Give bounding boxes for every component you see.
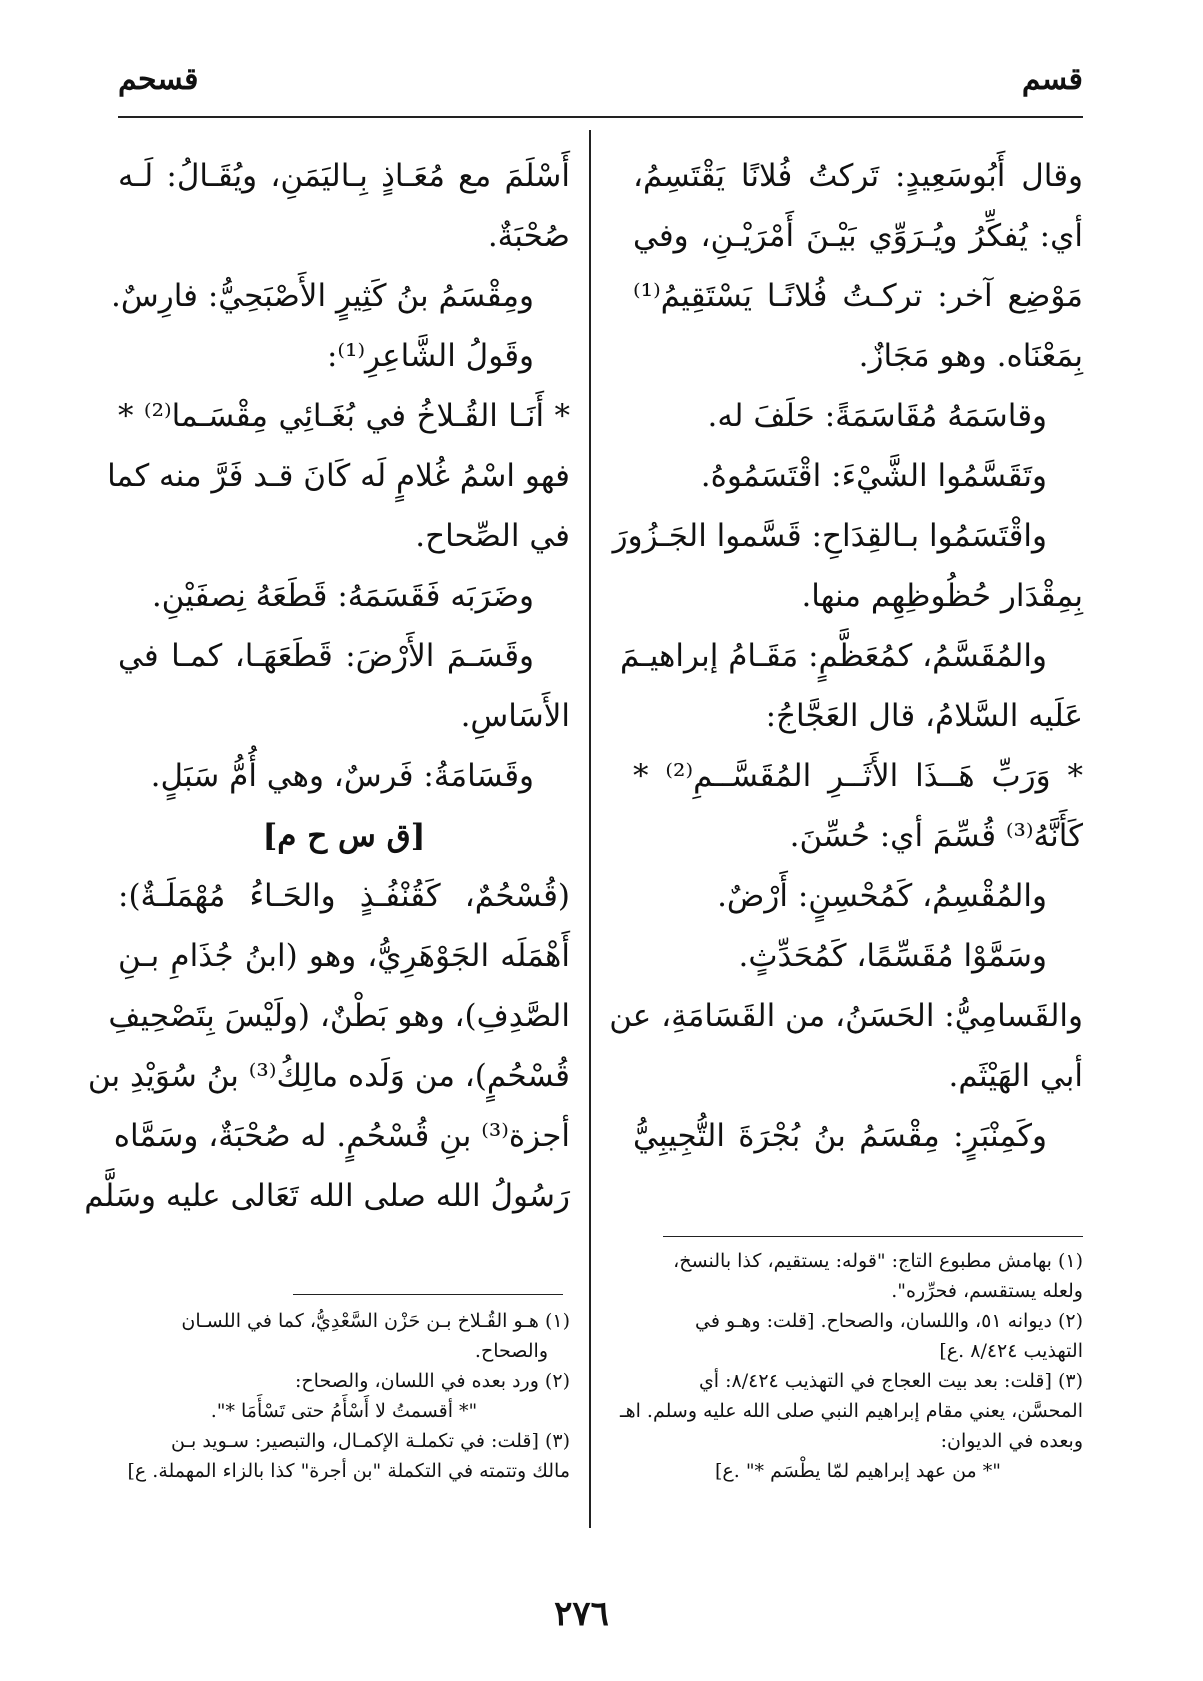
verse-line: * أَنَـا القُـلاخُ في بُغَـائِي مِقْسَـما⁽²⁾ * [118,398,571,434]
footnote-line: (٣) [قلت: بعد بيت العجاج في التهذيب ٨/٤٢٤: أي [698,1370,1083,1392]
text-line: بِمِقْدَار حُظُوظِهِم منها. [801,578,1083,614]
text-line: وقال أَبُوسَعِيدٍ: تَركتُ فُلانًا يَقْتَسِمُ، [633,158,1083,194]
header-keyword-right: قسم [1021,62,1083,97]
footnotes-left [118,1306,570,1486]
text-line: وسَمَّوْا مُقَسِّمًا، كَمُحَدِّثٍ. [738,938,1047,974]
text-line: وكَمِنْبَرٍ: مِقْسَمُ بنُ بُجْرَةَ التُّجِيبِيُّ [633,1118,1047,1154]
text-line: أَهْمَلَه الجَوْهَرِيُّ، وهو (ابنُ جُذَامِ بـنِ [118,938,570,974]
footnote-line: مالك وتتمته في التكملة "بن أجرة" كذا بالزاء المهملة. ع] [127,1460,570,1482]
text-line: وقَسَـمَ الأَرْضَ: قَطَعَهَـا، كمـا في [118,638,534,674]
text-line: أي: يُفكِّرُ ويُـرَوِّي بَيْـنَ أَمْرَيْـنِ، وفي [633,218,1083,254]
footnote-line: (١) بهامش مطبوع التاج: "قوله: يستقيم، كذا بالنسخ، [673,1250,1083,1272]
left-column [84,146,571,1226]
text-line: الأَسَاسِ. [460,698,570,734]
verse-line: * وَرَبِّ هَــذَا الأَثَــرِ المُقَسَّــمِ⁽²⁾ * [633,758,1083,794]
text-line: كَأَنَّهُ⁽³⁾ قُسِّمَ أي: حُسِّنَ. [789,818,1083,854]
text-line: أجزة⁽³⁾ بنِ قُسْحُمٍ. له صُحْبَةٌ، وسَمَّاه [113,1118,570,1154]
footnote-line: "* أقسمتُ لا أَسْأَمُ حتى تَسْأَمَا *". [210,1400,478,1422]
text-line: وقاسَمَهُ مُقَاسَمَةً: حَلَفَ له. [707,398,1047,434]
page-number [0,1594,1203,1634]
footnote-line: والصحاح. [474,1340,548,1362]
footnote-rule-left [293,1294,563,1295]
text-line: وضَرَبَه فَقَسَمَهُ: قَطَعَهُ نِصفَيْنِ. [151,578,534,614]
footnote-rule-right [663,1236,1083,1237]
footnote-line: (١) هـو القُـلاخ بـن حَزْن السَّعْدِيُّ، كما في اللسـان [181,1310,570,1332]
footnote-line: (٣) [قلت: في تكملـة الإكمـال، والتبصير: سـويد بـن [170,1430,570,1452]
text-line: بِمَعْنَاه. وهو مَجَازٌ. [858,338,1083,374]
text-line: صُحْبَةٌ. [487,218,570,254]
entry-heading: [ق س ح م] [262,818,426,854]
footnotes-right [620,1246,1083,1486]
text-line: والمُقْسِمُ، كَمُحْسِنٍ: أَرْضٌ. [717,878,1047,914]
footnote-line: (٢) ورد بعده في اللسان، والصحاح: [295,1370,570,1392]
text-line: فهو اسْمُ غُلامٍ لَه كَانَ قـد فَرَّ منه كما [107,458,570,494]
column-divider [589,130,591,1528]
text-line: والمُقَسَّمُ، كمُعَظَّمٍ: مَقَـامُ إبراهيـمَ [619,638,1047,674]
footnote-line: التهذيب ٨/٤٢٤ .ع] [939,1340,1083,1362]
footnote-line: وبعده في الديوان: [940,1430,1083,1452]
text-line: مَوْضِع آخر: تركـتُ فُلانًـا يَسْتَقِيمُ⁽¹⁾ [633,278,1083,314]
text-line: والقَسامِيُّ: الحَسَنُ، من القَسَامَةِ، عن [609,998,1083,1034]
text-line: قُسْحُمٍ)، من وَلَده مالِكُ⁽³⁾ بنُ سُوَيْدِ بن [87,1058,570,1094]
header-rule [118,116,1083,118]
footnote-line: المحسَّن، يعني مقام إبراهيم النبي صلى الله عليه وسلم. اهـ [620,1400,1083,1422]
text-line: وقَسَامَةُ: فَرسٌ، وهي أُمُّ سَبَلٍ. [150,758,534,794]
footnote-line: ولعله يستقسم، فحرِّره". [891,1280,1083,1302]
footnote-line: "* من عهد إبراهيم لمّا يطْسَم *" .ع] [714,1460,1001,1482]
text-line: أَسْلَمَ مع مُعَـاذٍ بِـاليَمَنِ، ويُقَـالُ: لَـه [118,158,570,194]
text-line: وقَولُ الشَّاعِرِ⁽¹⁾: [326,338,534,374]
text-line: عَلَيه السَّلامُ، قال العَجَّاجُ: [765,698,1083,734]
text-line: ومِقْسَمُ بنُ كَثِيرٍ الأَصْبَحِيُّ: فارِسٌ. [111,278,534,314]
text-line: رَسُولُ الله صلى الله تَعَالى عليه وسَلَّم [84,1178,570,1214]
right-column [609,146,1083,1166]
text-line: واقْتَسَمُوا بـالقِدَاحِ: قَسَّموا الجَـزُورَ [612,518,1047,554]
text-line: أبي الهَيْثَم. [948,1058,1083,1094]
footnote-line: (٢) ديوانه ٥١، واللسان، والصحاح. [قلت: وهـو في [695,1310,1083,1332]
text-line: (قُسْحُمٌ، كَقُنْفُـذٍ والحَـاءُ مُهْمَلَـةٌ): [118,878,570,914]
page-number-text: ٢٧٦ [554,1594,609,1634]
text-line: في الصِّحاح. [415,518,570,554]
text-line: وتَقَسَّمُوا الشَّيْءَ: اقْتَسَمُوهُ. [700,458,1047,494]
text-line: الصَّدِفِ)، وهو بَطْنٌ، (ولَيْسَ بِتَصْحِيفِ [108,998,570,1034]
header-keyword-left: قسحم [118,62,199,97]
